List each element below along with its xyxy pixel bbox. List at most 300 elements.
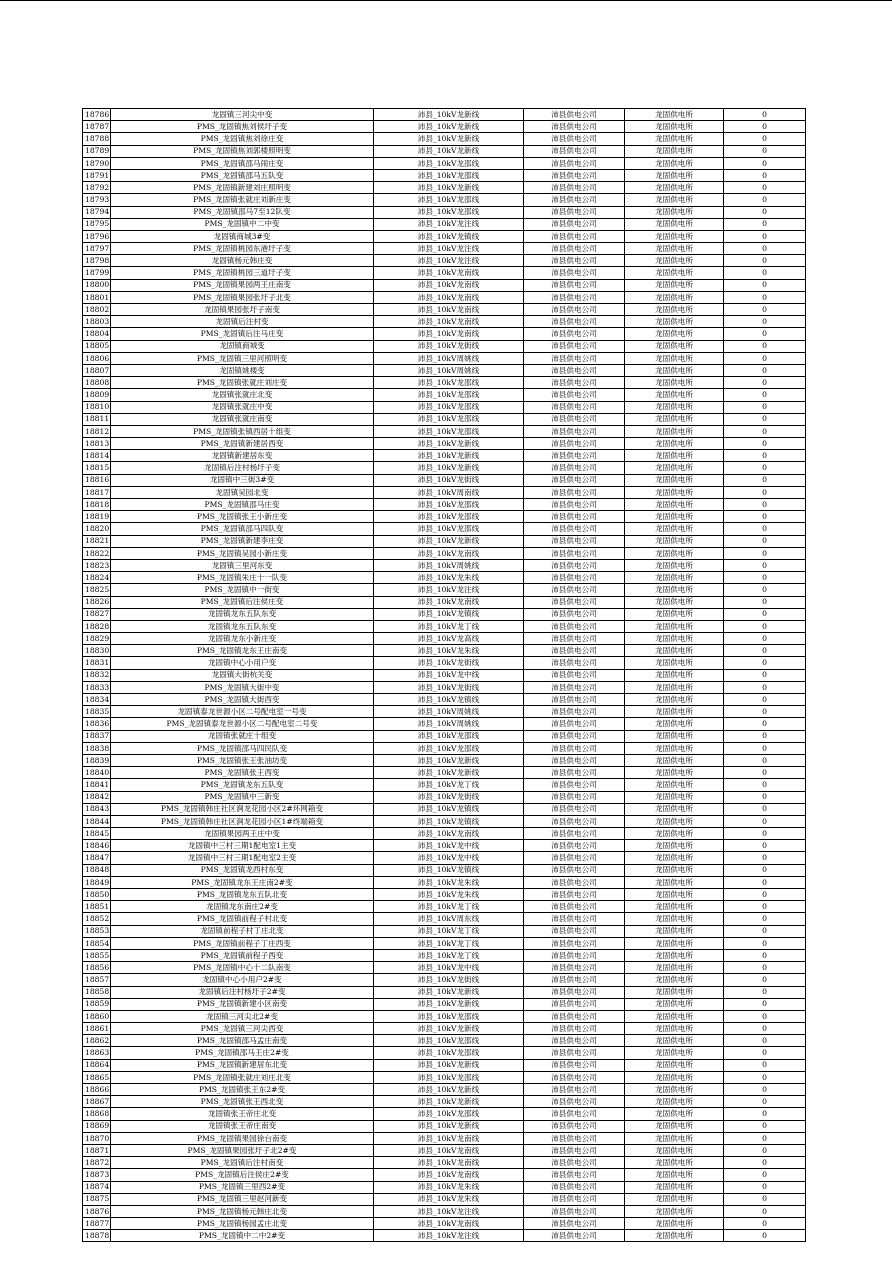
table-row (83, 450, 806, 462)
value-cell: 0 (724, 901, 806, 913)
company-cell: 沛县供电公司 (524, 864, 625, 876)
row-id-cell: 18800 (83, 279, 111, 291)
line-name-cell: 沛县_10kV龙丁线 (374, 949, 524, 961)
table-row (83, 316, 806, 328)
row-id-cell: 18841 (83, 779, 111, 791)
substation-name-cell: 龙固镇中心小用户变 (111, 657, 374, 669)
value-cell: 0 (724, 1169, 806, 1181)
value-cell: 0 (724, 340, 806, 352)
line-name-cell: 沛县_10kV龙南线 (374, 267, 524, 279)
station-cell: 龙固供电所 (625, 328, 724, 340)
row-id-cell: 18814 (83, 450, 111, 462)
line-name-cell: 沛县_10kV龙邵线 (374, 523, 524, 535)
line-name-cell: 沛县_10kV龙高线 (374, 633, 524, 645)
table-row (83, 206, 806, 218)
value-cell: 0 (724, 1047, 806, 1059)
row-id-cell: 18808 (83, 377, 111, 389)
station-cell: 龙固供电所 (625, 815, 724, 827)
table-row (83, 901, 806, 913)
value-cell: 0 (724, 450, 806, 462)
value-cell: 0 (724, 1120, 806, 1132)
company-cell: 沛县供电公司 (524, 852, 625, 864)
value-cell: 0 (724, 401, 806, 413)
value-cell: 0 (724, 767, 806, 779)
row-id-cell: 18864 (83, 1059, 111, 1071)
station-cell: 龙固供电所 (625, 413, 724, 425)
value-cell: 0 (724, 559, 806, 571)
table-row (83, 767, 806, 779)
line-name-cell: 沛县_10kV龙新线 (374, 145, 524, 157)
table-row (83, 243, 806, 255)
line-name-cell: 沛县_10kV龙朱线 (374, 572, 524, 584)
substation-name-cell: PMS_龙固镇邵马7至12队变 (111, 206, 374, 218)
company-cell: 沛县供电公司 (524, 937, 625, 949)
value-cell: 0 (724, 1096, 806, 1108)
station-cell: 龙固供电所 (625, 1132, 724, 1144)
line-name-cell: 沛县_10kV龙新线 (374, 1059, 524, 1071)
substation-name-cell: 龙固镇吴园北变 (111, 486, 374, 498)
row-id-cell: 18842 (83, 791, 111, 803)
line-name-cell: 沛县_10kV龙注线 (374, 584, 524, 596)
station-cell: 龙固供电所 (625, 572, 724, 584)
row-id-cell: 18828 (83, 620, 111, 632)
row-id-cell: 18835 (83, 706, 111, 718)
substation-name-cell: PMS_龙固镇张就庄刘新庄变 (111, 194, 374, 206)
value-cell: 0 (724, 1071, 806, 1083)
substation-name-cell: PMS_龙固镇果园张圩子北2#变 (111, 1144, 374, 1156)
table-row (83, 815, 806, 827)
value-cell: 0 (724, 974, 806, 986)
line-name-cell: 沛县_10kV龙邵线 (374, 169, 524, 181)
table-row (83, 1010, 806, 1022)
value-cell: 0 (724, 413, 806, 425)
table-row (83, 828, 806, 840)
table-row (83, 230, 806, 242)
value-cell: 0 (724, 511, 806, 523)
line-name-cell: 沛县_10kV周姚线 (374, 352, 524, 364)
row-id-cell: 18877 (83, 1218, 111, 1230)
company-cell: 沛县供电公司 (524, 255, 625, 267)
line-name-cell: 沛县_10kV龙新线 (374, 462, 524, 474)
line-name-cell: 沛县_10kV龙丁线 (374, 901, 524, 913)
value-cell: 0 (724, 669, 806, 681)
company-cell: 沛县供电公司 (524, 1181, 625, 1193)
table-row (83, 291, 806, 303)
table-row (83, 462, 806, 474)
station-cell: 龙固供电所 (625, 937, 724, 949)
table-row (83, 145, 806, 157)
station-cell: 龙固供电所 (625, 962, 724, 974)
value-cell: 0 (724, 547, 806, 559)
row-id-cell: 18826 (83, 596, 111, 608)
line-name-cell: 沛县_10kV龙朱线 (374, 645, 524, 657)
company-cell: 沛县供电公司 (524, 486, 625, 498)
substation-name-cell: 龙固镇中三街3#变 (111, 474, 374, 486)
line-name-cell: 沛县_10kV龙南线 (374, 1144, 524, 1156)
row-id-cell: 18849 (83, 876, 111, 888)
line-name-cell: 沛县_10kV龙邵线 (374, 742, 524, 754)
table-row (83, 1023, 806, 1035)
company-cell: 沛县供电公司 (524, 499, 625, 511)
company-cell: 沛县供电公司 (524, 218, 625, 230)
line-name-cell: 沛县_10kV龙中线 (374, 852, 524, 864)
row-id-cell: 18837 (83, 730, 111, 742)
value-cell: 0 (724, 1059, 806, 1071)
station-cell: 龙固供电所 (625, 949, 724, 961)
substation-name-cell: PMS_龙固镇后注侯庄变 (111, 596, 374, 608)
row-id-cell: 18848 (83, 864, 111, 876)
row-id-cell: 18831 (83, 657, 111, 669)
row-id-cell: 18839 (83, 754, 111, 766)
row-id-cell: 18855 (83, 949, 111, 961)
table-row (83, 279, 806, 291)
substation-name-cell: PMS_龙固镇邵马王庄2#变 (111, 1047, 374, 1059)
value-cell: 0 (724, 1010, 806, 1022)
line-name-cell: 沛县_10kV龙新线 (374, 438, 524, 450)
table-row (83, 962, 806, 974)
row-id-cell: 18823 (83, 559, 111, 571)
line-name-cell: 沛县_10kV龙邵线 (374, 730, 524, 742)
company-cell: 沛县供电公司 (524, 633, 625, 645)
value-cell: 0 (724, 425, 806, 437)
table-row (83, 754, 806, 766)
value-cell: 0 (724, 779, 806, 791)
line-name-cell: 沛县_10kV周姚线 (374, 706, 524, 718)
value-cell: 0 (724, 438, 806, 450)
station-cell: 龙固供电所 (625, 462, 724, 474)
value-cell: 0 (724, 267, 806, 279)
substation-name-cell: PMS_龙固镇邵马四民队变 (111, 742, 374, 754)
line-name-cell: 沛县_10kV龙南线 (374, 316, 524, 328)
row-id-cell: 18863 (83, 1047, 111, 1059)
station-cell: 龙固供电所 (625, 1108, 724, 1120)
company-cell: 沛县供电公司 (524, 316, 625, 328)
company-cell: 沛县供电公司 (524, 791, 625, 803)
table-row (83, 584, 806, 596)
station-cell: 龙固供电所 (625, 182, 724, 194)
substation-name-cell: PMS_龙固镇张镇西居十组变 (111, 425, 374, 437)
line-name-cell: 沛县_10kV龙丁线 (374, 779, 524, 791)
station-cell: 龙固供电所 (625, 169, 724, 181)
substation-name-cell: PMS_龙固镇后注侯庄2#变 (111, 1169, 374, 1181)
company-cell: 沛县供电公司 (524, 511, 625, 523)
line-name-cell: 沛县_10kV龙镇线 (374, 694, 524, 706)
station-cell: 龙固供电所 (625, 109, 724, 121)
row-id-cell: 18869 (83, 1120, 111, 1132)
station-cell: 龙固供电所 (625, 1047, 724, 1059)
substation-name-cell: PMS_龙固镇焦刘侯圩子变 (111, 121, 374, 133)
line-name-cell: 沛县_10kV龙朱线 (374, 889, 524, 901)
row-id-cell: 18809 (83, 389, 111, 401)
row-id-cell: 18852 (83, 913, 111, 925)
table-row (83, 121, 806, 133)
value-cell: 0 (724, 730, 806, 742)
table-row (83, 620, 806, 632)
table-row (83, 1169, 806, 1181)
company-cell: 沛县供电公司 (524, 267, 625, 279)
line-name-cell: 沛县_10kV龙邵线 (374, 499, 524, 511)
station-cell: 龙固供电所 (625, 974, 724, 986)
line-name-cell: 沛县_10kV龙南线 (374, 1132, 524, 1144)
company-cell: 沛县供电公司 (524, 596, 625, 608)
company-cell: 沛县供电公司 (524, 401, 625, 413)
table-row (83, 1230, 806, 1242)
table-row (83, 718, 806, 730)
substation-name-cell: PMS_龙固镇后注村南变 (111, 1157, 374, 1169)
row-id-cell: 18859 (83, 998, 111, 1010)
station-cell: 龙固供电所 (625, 803, 724, 815)
line-name-cell: 沛县_10kV龙新线 (374, 767, 524, 779)
line-name-cell: 沛县_10kV龙注线 (374, 243, 524, 255)
station-cell: 龙固供电所 (625, 608, 724, 620)
table-row (83, 340, 806, 352)
company-cell: 沛县供电公司 (524, 1071, 625, 1083)
company-cell: 沛县供电公司 (524, 986, 625, 998)
line-name-cell: 沛县_10kV龙邵线 (374, 206, 524, 218)
table-row (83, 1193, 806, 1205)
value-cell: 0 (724, 645, 806, 657)
row-id-cell: 18873 (83, 1169, 111, 1181)
table-row (83, 657, 806, 669)
station-cell: 龙固供电所 (625, 206, 724, 218)
station-cell: 龙固供电所 (625, 145, 724, 157)
line-name-cell: 沛县_10kV龙新线 (374, 450, 524, 462)
value-cell: 0 (724, 218, 806, 230)
company-cell: 沛县供电公司 (524, 1108, 625, 1120)
line-name-cell: 沛县_10kV龙朱线 (374, 876, 524, 888)
table-row (83, 791, 806, 803)
substation-name-cell: PMS_龙固镇中心十二队南变 (111, 962, 374, 974)
company-cell: 沛县供电公司 (524, 608, 625, 620)
station-cell: 龙固供电所 (625, 377, 724, 389)
substation-name-cell: 龙固镇泰龙世源小区二号配电室一号变 (111, 706, 374, 718)
station-cell: 龙固供电所 (625, 986, 724, 998)
company-cell: 沛县供电公司 (524, 889, 625, 901)
value-cell: 0 (724, 925, 806, 937)
table-row (83, 1218, 806, 1230)
row-id-cell: 18787 (83, 121, 111, 133)
company-cell: 沛县供电公司 (524, 1144, 625, 1156)
company-cell: 沛县供电公司 (524, 1193, 625, 1205)
row-id-cell: 18815 (83, 462, 111, 474)
value-cell: 0 (724, 474, 806, 486)
station-cell: 龙固供电所 (625, 913, 724, 925)
line-name-cell: 沛县_10kV龙邵线 (374, 194, 524, 206)
table-row (83, 1096, 806, 1108)
substation-name-cell: PMS_龙固镇中三新变 (111, 791, 374, 803)
substation-name-cell: 龙固镇三里河东变 (111, 559, 374, 571)
row-id-cell: 18857 (83, 974, 111, 986)
row-id-cell: 18805 (83, 340, 111, 352)
row-id-cell: 18865 (83, 1071, 111, 1083)
value-cell: 0 (724, 206, 806, 218)
row-id-cell: 18836 (83, 718, 111, 730)
substation-name-cell: PMS_龙固镇后注马庄变 (111, 328, 374, 340)
table-row (83, 413, 806, 425)
company-cell: 沛县供电公司 (524, 1059, 625, 1071)
table-row (83, 535, 806, 547)
substation-name-cell: 龙固镇龙东五队东变 (111, 608, 374, 620)
row-id-cell: 18791 (83, 169, 111, 181)
row-id-cell: 18861 (83, 1023, 111, 1035)
line-name-cell: 沛县_10kV龙街线 (374, 791, 524, 803)
station-cell: 龙固供电所 (625, 1035, 724, 1047)
substation-name-cell: PMS_龙固镇张就庄刘庄变 (111, 377, 374, 389)
value-cell: 0 (724, 681, 806, 693)
value-cell: 0 (724, 1035, 806, 1047)
company-cell: 沛县供电公司 (524, 559, 625, 571)
substation-name-cell: PMS_龙固镇邵马闹庄变 (111, 157, 374, 169)
line-name-cell: 沛县_10kV龙南线 (374, 279, 524, 291)
value-cell: 0 (724, 157, 806, 169)
company-cell: 沛县供电公司 (524, 145, 625, 157)
substation-name-cell: 龙固镇后注村变 (111, 316, 374, 328)
station-cell: 龙固供电所 (625, 1084, 724, 1096)
line-name-cell: 沛县_10kV龙南线 (374, 547, 524, 559)
value-cell: 0 (724, 133, 806, 145)
company-cell: 沛县供电公司 (524, 304, 625, 316)
company-cell: 沛县供电公司 (524, 450, 625, 462)
table-row (83, 1084, 806, 1096)
table-row (83, 937, 806, 949)
row-id-cell: 18797 (83, 243, 111, 255)
line-name-cell: 沛县_10kV龙南线 (374, 1218, 524, 1230)
substation-name-cell: PMS_龙固镇龙东五队变 (111, 779, 374, 791)
row-id-cell: 18798 (83, 255, 111, 267)
row-id-cell: 18812 (83, 425, 111, 437)
substation-name-cell: PMS_龙固镇邵马庄变 (111, 499, 374, 511)
value-cell: 0 (724, 742, 806, 754)
substation-name-cell: PMS_龙固镇泰龙世源小区二号配电室二号变 (111, 718, 374, 730)
line-name-cell: 沛县_10kV龙朱线 (374, 1181, 524, 1193)
company-cell: 沛县供电公司 (524, 352, 625, 364)
value-cell: 0 (724, 718, 806, 730)
row-id-cell: 18806 (83, 352, 111, 364)
line-name-cell: 沛县_10kV龙新线 (374, 998, 524, 1010)
row-id-cell: 18795 (83, 218, 111, 230)
row-id-cell: 18804 (83, 328, 111, 340)
substation-name-cell: PMS_龙固镇桃园三道圩子变 (111, 267, 374, 279)
substation-name-cell: 龙固镇张就庄中变 (111, 401, 374, 413)
substation-name-cell: PMS_龙固镇果园张圩子北变 (111, 291, 374, 303)
substation-name-cell: 龙固镇前程子村丁庄北变 (111, 925, 374, 937)
station-cell: 龙固供电所 (625, 486, 724, 498)
company-cell: 沛县供电公司 (524, 364, 625, 376)
line-name-cell: 沛县_10kV龙新线 (374, 133, 524, 145)
table-row (83, 389, 806, 401)
station-cell: 龙固供电所 (625, 267, 724, 279)
line-name-cell: 沛县_10kV龙朱线 (374, 1193, 524, 1205)
company-cell: 沛县供电公司 (524, 133, 625, 145)
station-cell: 龙固供电所 (625, 633, 724, 645)
line-name-cell: 沛县_10kV龙镇线 (374, 864, 524, 876)
row-id-cell: 18818 (83, 499, 111, 511)
value-cell: 0 (724, 377, 806, 389)
row-id-cell: 18830 (83, 645, 111, 657)
line-name-cell: 沛县_10kV周东线 (374, 913, 524, 925)
table-row (83, 1059, 806, 1071)
station-cell: 龙固供电所 (625, 730, 724, 742)
row-id-cell: 18871 (83, 1144, 111, 1156)
station-cell: 龙固供电所 (625, 523, 724, 535)
line-name-cell: 沛县_10kV龙邵线 (374, 1010, 524, 1022)
station-cell: 龙固供电所 (625, 1071, 724, 1083)
line-name-cell: 沛县_10kV龙镇线 (374, 608, 524, 620)
station-cell: 龙固供电所 (625, 596, 724, 608)
row-id-cell: 18803 (83, 316, 111, 328)
company-cell: 沛县供电公司 (524, 572, 625, 584)
substation-name-cell: PMS_龙固镇三里西2#变 (111, 1181, 374, 1193)
substation-name-cell: 龙固镇商城变 (111, 340, 374, 352)
row-id-cell: 18799 (83, 267, 111, 279)
company-cell: 沛县供电公司 (524, 243, 625, 255)
table-row (83, 328, 806, 340)
table-row (83, 1132, 806, 1144)
table-row (83, 218, 806, 230)
company-cell: 沛县供电公司 (524, 876, 625, 888)
table-row (83, 596, 806, 608)
row-id-cell: 18856 (83, 962, 111, 974)
row-id-cell: 18821 (83, 535, 111, 547)
line-name-cell: 沛县_10kV龙新线 (374, 754, 524, 766)
company-cell: 沛县供电公司 (524, 718, 625, 730)
value-cell: 0 (724, 633, 806, 645)
value-cell: 0 (724, 169, 806, 181)
substation-name-cell: 龙固镇姚楼变 (111, 364, 374, 376)
company-cell: 沛县供电公司 (524, 1157, 625, 1169)
value-cell: 0 (724, 828, 806, 840)
line-name-cell: 沛县_10kV龙街线 (374, 340, 524, 352)
station-cell: 龙固供电所 (625, 876, 724, 888)
table-row (83, 694, 806, 706)
substation-name-cell: PMS_龙固镇张王西变 (111, 767, 374, 779)
row-id-cell: 18870 (83, 1132, 111, 1144)
table-row (83, 304, 806, 316)
station-cell: 龙固供电所 (625, 243, 724, 255)
line-name-cell: 沛县_10kV龙邵线 (374, 1108, 524, 1120)
substation-name-cell: PMS_龙固镇中二中变 (111, 218, 374, 230)
substation-name-cell: PMS_龙固镇张王东2#变 (111, 1084, 374, 1096)
substation-name-cell: PMS_龙固镇邵马孟庄南变 (111, 1035, 374, 1047)
line-name-cell: 沛县_10kV龙新线 (374, 1084, 524, 1096)
table-row (83, 1157, 806, 1169)
company-cell: 沛县供电公司 (524, 815, 625, 827)
substation-name-cell: 龙固镇新建居东变 (111, 450, 374, 462)
station-cell: 龙固供电所 (625, 401, 724, 413)
row-id-cell: 18866 (83, 1084, 111, 1096)
line-name-cell: 沛县_10kV龙南线 (374, 328, 524, 340)
value-cell: 0 (724, 706, 806, 718)
value-cell: 0 (724, 754, 806, 766)
company-cell: 沛县供电公司 (524, 657, 625, 669)
station-cell: 龙固供电所 (625, 681, 724, 693)
substation-name-cell: PMS_龙固镇焦刘徐庄变 (111, 133, 374, 145)
row-id-cell: 18817 (83, 486, 111, 498)
line-name-cell: 沛县_10kV龙邵线 (374, 425, 524, 437)
line-name-cell: 沛县_10kV龙中线 (374, 669, 524, 681)
row-id-cell: 18792 (83, 182, 111, 194)
row-id-cell: 18832 (83, 669, 111, 681)
line-name-cell: 沛县_10kV周姚线 (374, 718, 524, 730)
company-cell: 沛县供电公司 (524, 767, 625, 779)
table-row (83, 1144, 806, 1156)
value-cell: 0 (724, 876, 806, 888)
table-row (83, 377, 806, 389)
table-row (83, 852, 806, 864)
company-cell: 沛县供电公司 (524, 962, 625, 974)
line-name-cell: 沛县_10kV龙新线 (374, 986, 524, 998)
row-id-cell: 18790 (83, 157, 111, 169)
